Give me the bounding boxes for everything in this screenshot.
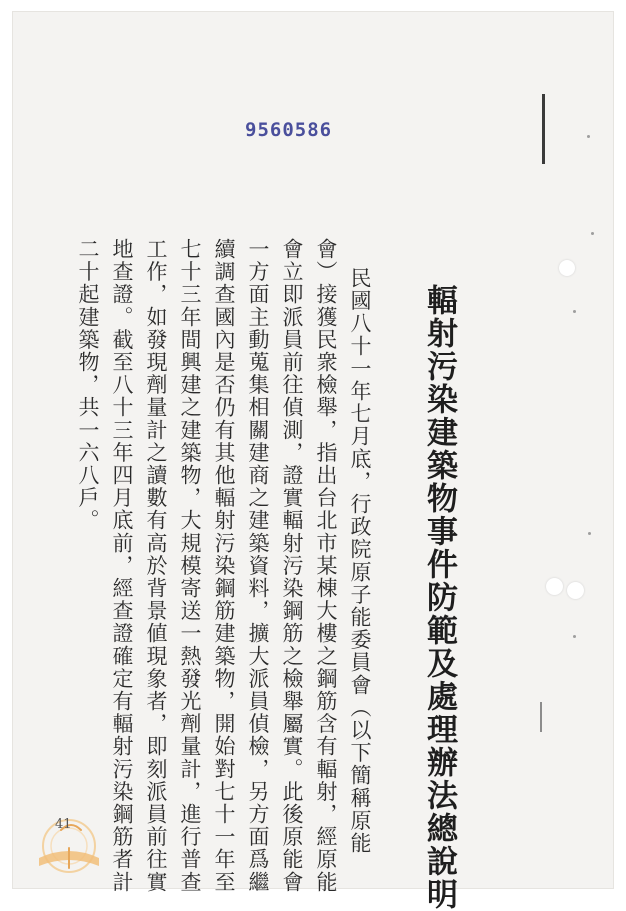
body-line: 民國八十一年七月底，行政院原子能委員會（以下簡稱原能: [348, 267, 372, 855]
body-line: 二十起建築物，共一六八戶。: [76, 238, 100, 532]
scan-speck: [587, 135, 590, 138]
body-line: 地查證。截至八十三年四月底前，經查證確定有輻射污染鋼筋者計: [110, 238, 134, 894]
body-line: 會立即派員前往偵測，證實輻射污染鋼筋之檢舉屬實。此後原能會: [280, 238, 304, 894]
page-mark: 41: [55, 817, 72, 832]
document-number-stamp: 9560586: [245, 119, 333, 141]
margin-tick: [542, 94, 545, 164]
scan-speck: [588, 532, 591, 535]
document-page: [13, 12, 613, 911]
punch-hole: [546, 578, 563, 595]
body-line: 一方面主動蒐集相關建商之建築資料，擴大派員偵檢，另方面爲繼: [246, 238, 270, 894]
punch-hole: [559, 260, 575, 276]
library-book-logo: [25, 808, 120, 883]
body-line: 會）接獲民衆檢舉，指出台北市某棟大樓之鋼筋含有輻射，經原能: [314, 238, 338, 894]
margin-tick: [540, 702, 542, 732]
body-line: 工作，如發現劑量計之讀數有高於背景値現象者，即刻派員前往實: [144, 238, 168, 894]
scan-speck: [573, 635, 576, 638]
document-title: 輻射污染建築物事件防範及處理辦法總說明: [421, 284, 457, 911]
body-line: 七十三年間興建之建築物，大規模寄送一熱發光劑量計，進行普查: [178, 238, 202, 894]
scan-speck: [591, 232, 594, 235]
body-line: 續調查國內是否仍有其他輻射污染鋼筋建築物，開始對七十一年至: [212, 238, 236, 894]
punch-hole: [567, 582, 584, 599]
scan-speck: [573, 310, 576, 313]
